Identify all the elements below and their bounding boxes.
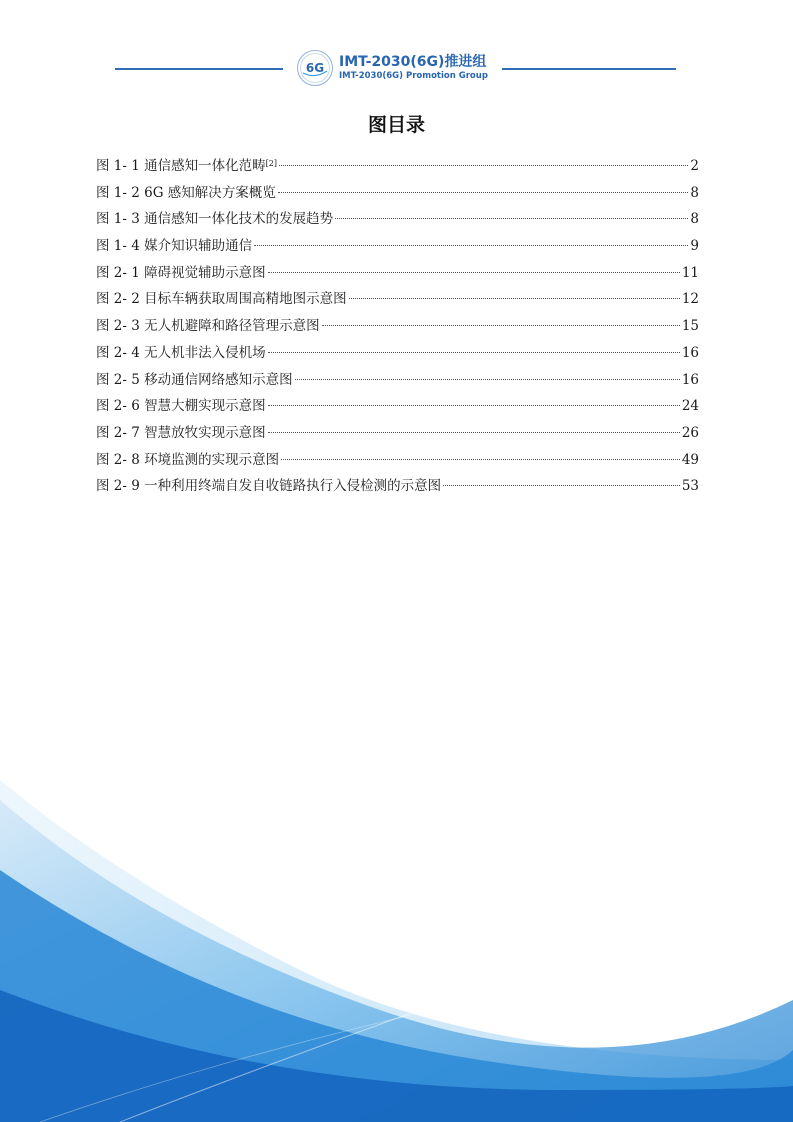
toc-entry-text: 图 2- 4 无人机非法入侵机场 [96, 344, 266, 361]
toc-entry-page-number: 24 [681, 398, 699, 415]
toc-entry-label [96, 450, 279, 470]
toc-entry-label [96, 476, 441, 496]
background-wave-decoration [0, 760, 793, 1122]
toc-entry-page-number: 15 [681, 318, 699, 335]
toc-entry[interactable] [96, 263, 699, 290]
toc-entry-text: 图 2- 5 移动通信网络感知示意图 [96, 371, 293, 388]
toc-entry[interactable] [96, 370, 699, 397]
toc-entry-text: 图 2- 3 无人机避障和路径管理示意图 [96, 318, 320, 335]
header-rule-right [502, 68, 676, 70]
toc-dot-leader [268, 432, 680, 433]
toc-entry-page-number: 12 [681, 291, 699, 308]
toc-entry-page-number: 26 [681, 424, 699, 441]
toc-entry-text: 图 1- 1 通信感知一体化范畴 [96, 158, 266, 174]
toc-dot-leader [268, 352, 680, 353]
toc-entry-page-number: 9 [690, 238, 699, 255]
toc-entry-label [96, 423, 266, 443]
toc-entry-text: 图 2- 6 智慧大棚实现示意图 [96, 398, 266, 415]
toc-entry-page-number: 49 [681, 451, 699, 468]
toc-entry[interactable] [96, 450, 699, 477]
toc-dot-leader [268, 272, 680, 273]
toc-entry-label [96, 236, 252, 256]
toc-entry-label [96, 156, 277, 176]
toc-entry-page-number: 8 [690, 184, 699, 201]
toc-entry[interactable] [96, 343, 699, 370]
toc-entry-text: 图 1- 4 媒介知识辅助通信 [96, 238, 253, 255]
org-subtitle: IMT-2030(6G) Promotion Group [339, 71, 488, 81]
toc-dot-leader [443, 485, 680, 486]
toc-entry-label [96, 183, 276, 203]
toc-entry-label [96, 396, 266, 416]
toc-dot-leader [278, 192, 689, 193]
toc-entry-page-number: 16 [681, 371, 699, 388]
toc-entry-text: 图 2- 7 智慧放牧实现示意图 [96, 424, 266, 441]
header-rule-left [115, 68, 283, 70]
toc-entry-label [96, 343, 266, 363]
toc-entry-label [96, 263, 266, 283]
toc-dot-leader [349, 298, 680, 299]
toc-dot-leader [254, 245, 688, 246]
toc-entry[interactable] [96, 423, 699, 450]
imt-2030-logo-icon [296, 49, 334, 87]
toc-entry[interactable] [96, 476, 699, 503]
toc-dot-leader [295, 379, 680, 380]
toc-entry[interactable] [96, 209, 699, 236]
toc-entry-text: 图 2- 1 障碍视觉辅助示意图 [96, 264, 266, 281]
toc-entry-page-number: 8 [690, 211, 699, 228]
toc-entry-page-number: 11 [681, 264, 699, 281]
toc-entry-citation: [2] [265, 159, 277, 168]
toc-entry-text: 图 2- 2 目标车辆获取周围高精地图示意图 [96, 291, 347, 308]
toc-entry-label [96, 289, 347, 309]
figure-list [96, 156, 699, 503]
toc-dot-leader [281, 459, 680, 460]
toc-entry-text: 图 1- 2 6G 感知解决方案概览 [96, 184, 276, 201]
toc-title: 图目录 [367, 114, 425, 136]
toc-entry[interactable] [96, 236, 699, 263]
toc-entry-label [96, 370, 293, 390]
toc-entry-page-number: 53 [681, 478, 699, 495]
svg-text:6G: 6G [305, 61, 325, 75]
toc-entry-label [96, 316, 320, 336]
org-title: IMT-2030(6G)推进组 [339, 54, 487, 70]
toc-entry-text: 图 2- 9 一种利用终端自发自收链路执行入侵检测的示意图 [96, 478, 442, 495]
toc-entry-text: 图 1- 3 通信感知一体化技术的发展趋势 [96, 211, 334, 228]
toc-entry-text: 图 2- 8 环境监测的实现示意图 [96, 451, 280, 468]
toc-entry-page-number: 16 [681, 344, 699, 361]
toc-entry[interactable] [96, 316, 699, 343]
toc-entry[interactable] [96, 156, 699, 183]
toc-entry-label [96, 209, 333, 229]
toc-entry[interactable] [96, 396, 699, 423]
toc-dot-leader [279, 165, 688, 166]
page-header [0, 46, 793, 90]
toc-entry[interactable] [96, 289, 699, 316]
toc-entry[interactable] [96, 183, 699, 210]
toc-dot-leader [335, 218, 688, 219]
toc-dot-leader [322, 325, 680, 326]
toc-dot-leader [268, 405, 680, 406]
toc-entry-page-number: 2 [690, 158, 699, 174]
